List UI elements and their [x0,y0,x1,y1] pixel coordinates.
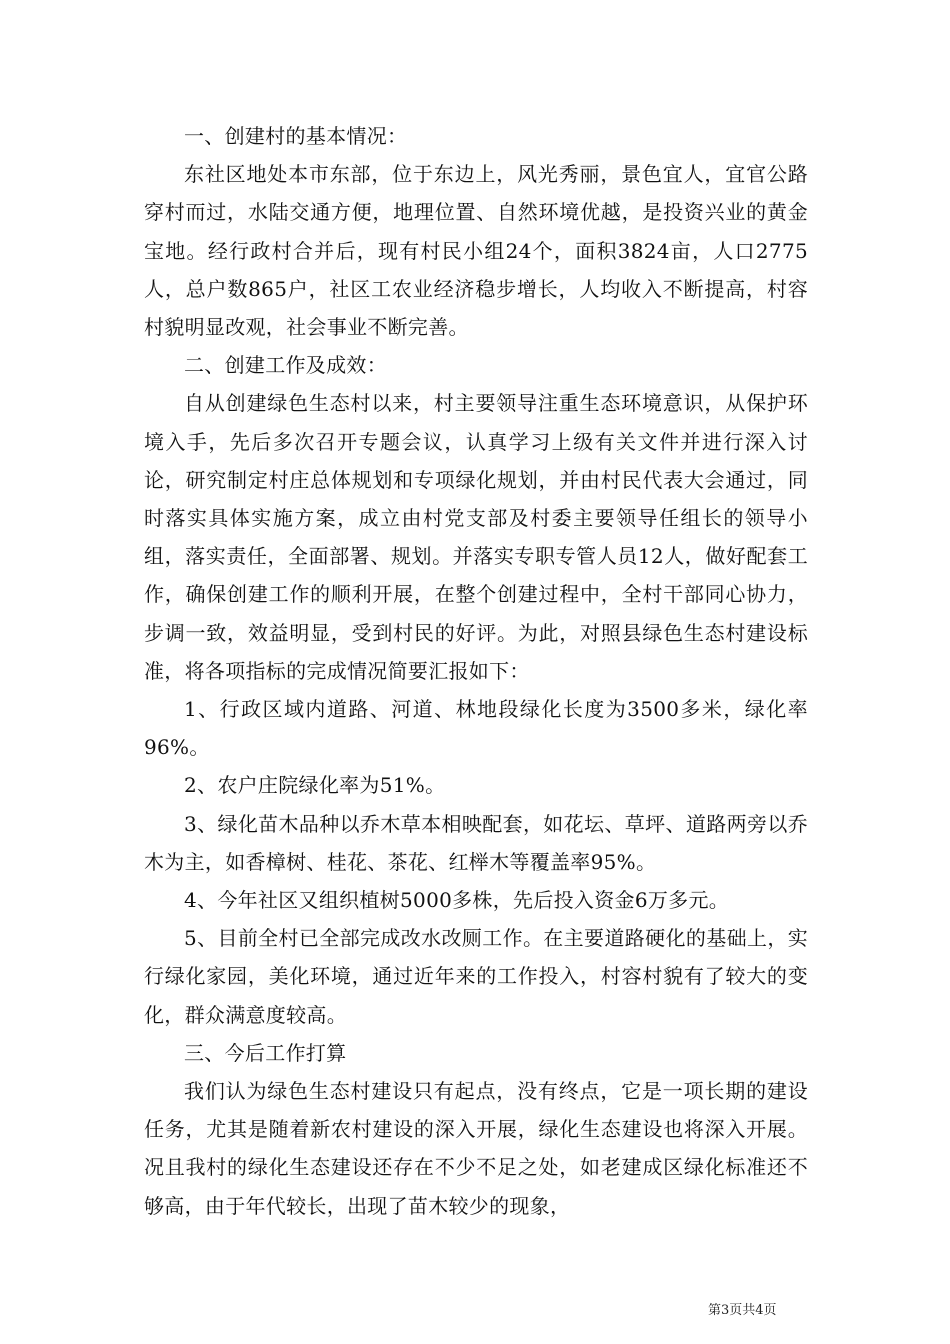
list-item-5: 5、目前全村已全部完成改水改厕工作。在主要道路硬化的基础上，实行绿化家园，美化环境，通过近年来的工作投入，村容村貌有了较大的变化，群众满意度较高。 [144,926,808,1027]
list-item-1: 1、行政区域内道路、河道、林地段绿化长度为3500多米，绿化率96%。 [144,697,808,760]
paragraph-work-description: 自从创建绿色生态村以来，村主要领导注重生态环境意识，从保护环境入手，先后多次召开专题会议，认真学习上级有关文件并进行深入讨论，研究制定村庄总体规划和专项绿化规划，并由村民代表大会通过，同时落实具体实施方案，成立由村党支部及村委主要领导任组长的领导小组，落实责任，全面部署、规划。并落实专职专管人员12人，做好配套工作，确保创建工作的顺利开展，在整个创建过程中，全村干部同心协力，步调一致，效益明显，受到村民的好评。为此，对照县绿色生态村建设标准，将各项指标的完成情况简要汇报如下： [144,391,808,683]
section-heading-future-plans: 三、今后工作打算 [184,1040,347,1065]
paragraph-village-overview: 东社区地处本市东部，位于东边上，风光秀丽，景色宜人，宜官公路穿村而过，水陆交通方便，地理位置、自然环境优越，是投资兴业的黄金宝地。经行政村合并后，现有村民小组24个，面积3824亩，人口2775人，总户数865户，社区工农业经济稳步增长，人均收入不断提高，村容村貌明显改观，社会事业不断完善。 [144,162,808,340]
paragraph-future-plans: 我们认为绿色生态村建设只有起点，没有终点，它是一项长期的建设任务，尤其是随着新农村建设的深入开展，绿化生态建设也将深入开展。况且我村的绿化生态建设还存在不少不足之处，如老建成区绿化标准还不够高，由于年代较长，出现了苗木较少的现象， [144,1079,808,1218]
body-text [144,117,808,1225]
section-heading-work-results: 二、创建工作及成效： [184,353,387,378]
section-heading-basic-situation: 一、创建村的基本情况： [184,124,408,148]
page-number-footer: 第3页共4页 [708,1303,777,1318]
list-item-3: 3、绿化苗木品种以乔木草本相映配套，如花坛、草坪、道路两旁以乔木为主，如香樟树、桂花、茶花、红榉木等覆盖率95%。 [144,811,808,874]
list-item-4: 4、今年社区又组织植树5000多株，先后投入资金6万多元。 [184,888,730,913]
list-item-2: 2、农户庄院绿化率为51%。 [184,773,446,798]
